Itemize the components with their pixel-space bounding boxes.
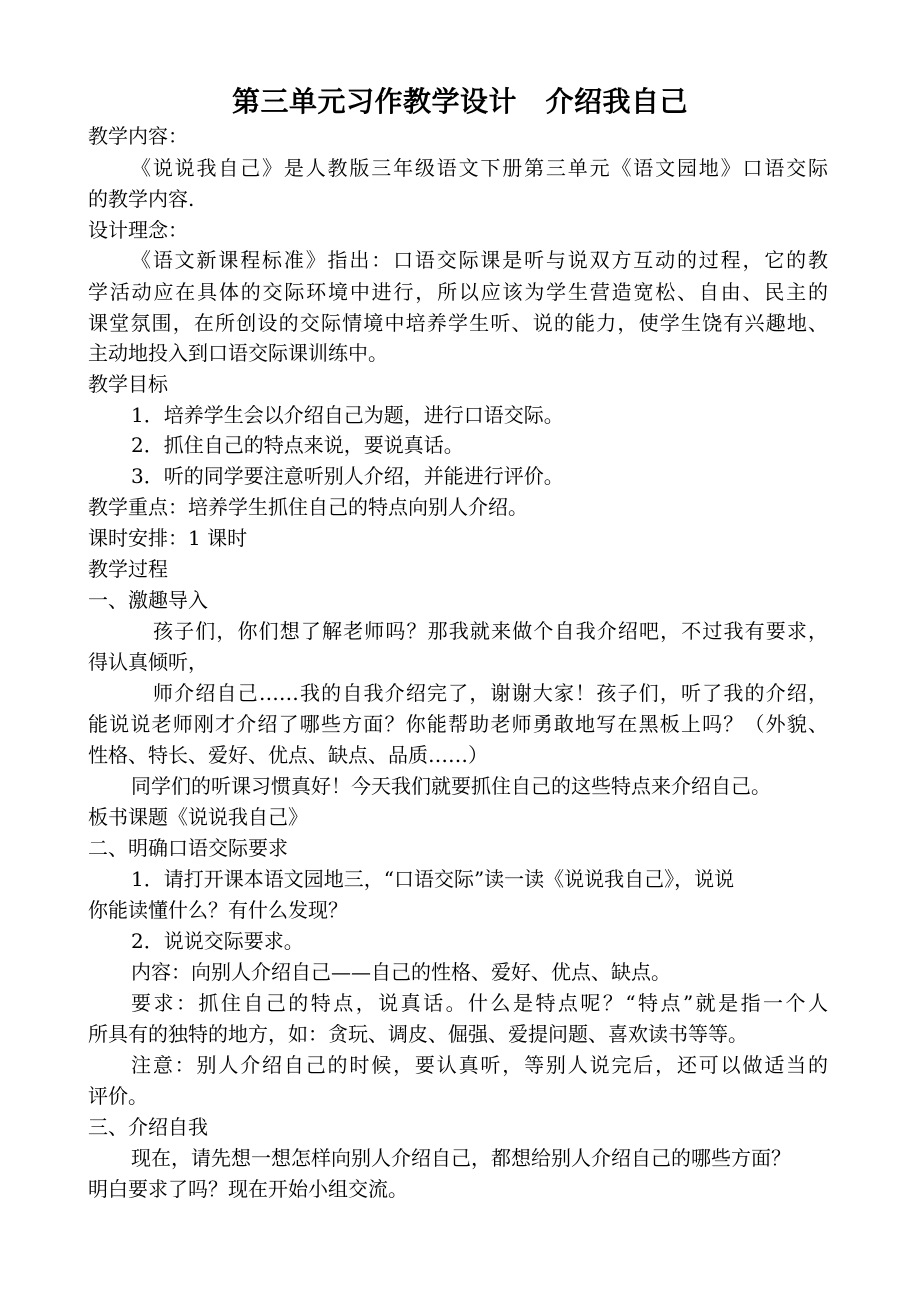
paragraph-line: 《语文新课程标准》指出：口语交际课是听与说双方互动的过程，它的教 [131, 248, 828, 272]
paragraph-line: 板书课题《说说我自己》 [88, 805, 308, 829]
paragraph-line: 的教学内容. [88, 187, 195, 211]
heading-teaching-content: 教学内容： [88, 124, 188, 148]
paragraph-line: 学活动应在具体的交际环境中进行，所以应该为学生营造宽松、自由、民主的 [88, 280, 828, 304]
paragraph-line: 课堂氛围，在所创设的交际情境中培养学生听、说的能力，使学生饶有兴趣地、 [88, 311, 828, 335]
document-title: 第三单元习作教学设计 介绍我自己 [231, 85, 688, 118]
paragraph-line: 现在，请先想一想怎样向别人介绍自己，都想给别人介绍自己的哪些方面？ [131, 1146, 791, 1170]
list-item: 1．培养学生会以介绍自己为题，进行口语交际。 [131, 403, 564, 427]
paragraph-line: 注意：别人介绍自己的时候，要认真听，等别人说完后，还可以做适当的 [131, 1053, 828, 1077]
section-heading-1: 一、激趣导入 [88, 588, 208, 612]
list-item: 2．抓住自己的特点来说，要说真话。 [131, 433, 464, 457]
heading-teaching-goals: 教学目标 [88, 372, 168, 396]
paragraph-line: 得认真倾听， [88, 650, 208, 674]
paragraph-line: 孩子们，你们想了解老师吗？那我就来做个自我介绍吧，不过我有要求， [153, 619, 828, 643]
list-item: 2．说说交际要求。 [131, 929, 304, 953]
paragraph-line: 所具有的独特的地方，如：贪玩、调皮、倔强、爱提问题、喜欢读书等等。 [88, 1022, 748, 1046]
class-schedule: 课时安排：1 课时 [88, 526, 248, 550]
heading-design-concept: 设计理念： [88, 218, 188, 242]
list-item: 3．听的同学要注意听别人介绍，并能进行评价。 [131, 464, 564, 488]
section-heading-3: 三、介绍自我 [88, 1115, 208, 1139]
paragraph-line: 能说说老师刚才介绍了哪些方面？你能帮助老师勇敢地写在黑板上吗？（外貌、 [88, 712, 828, 736]
paragraph-line: 主动地投入到口语交际课训练中。 [88, 341, 388, 365]
paragraph-line: 《说说我自己》是人教版三年级语文下册第三单元《语文园地》口语交际 [131, 156, 828, 180]
section-heading-2: 二、明确口语交际要求 [88, 836, 288, 860]
paragraph-line: 性格、特长、爱好、优点、缺点、品质……） [88, 743, 488, 767]
paragraph-line: 要求：抓住自己的特点，说真话。什么是特点呢？“特点”就是指一个人 [131, 991, 828, 1015]
paragraph-line: 明白要求了吗？现在开始小组交流。 [88, 1177, 408, 1201]
heading-teaching-process: 教学过程 [88, 557, 168, 581]
teaching-focus: 教学重点：培养学生抓住自己的特点向别人介绍。 [88, 495, 528, 519]
paragraph-line: 同学们的听课习惯真好！今天我们就要抓住自己的这些特点来介绍自己。 [131, 774, 771, 798]
paragraph-line: 评价。 [88, 1084, 148, 1108]
paragraph-line: 你能读懂什么？有什么发现？ [88, 898, 348, 922]
paragraph-line: 师介绍自己……我的自我介绍完了，谢谢大家！孩子们，听了我的介绍， [153, 681, 828, 705]
paragraph-line: 内容：向别人介绍自己——自己的性格、爱好、优点、缺点。 [131, 960, 671, 984]
list-item: 1．请打开课本语文园地三，“口语交际”读一读《说说我自己》，说说 [131, 867, 735, 891]
